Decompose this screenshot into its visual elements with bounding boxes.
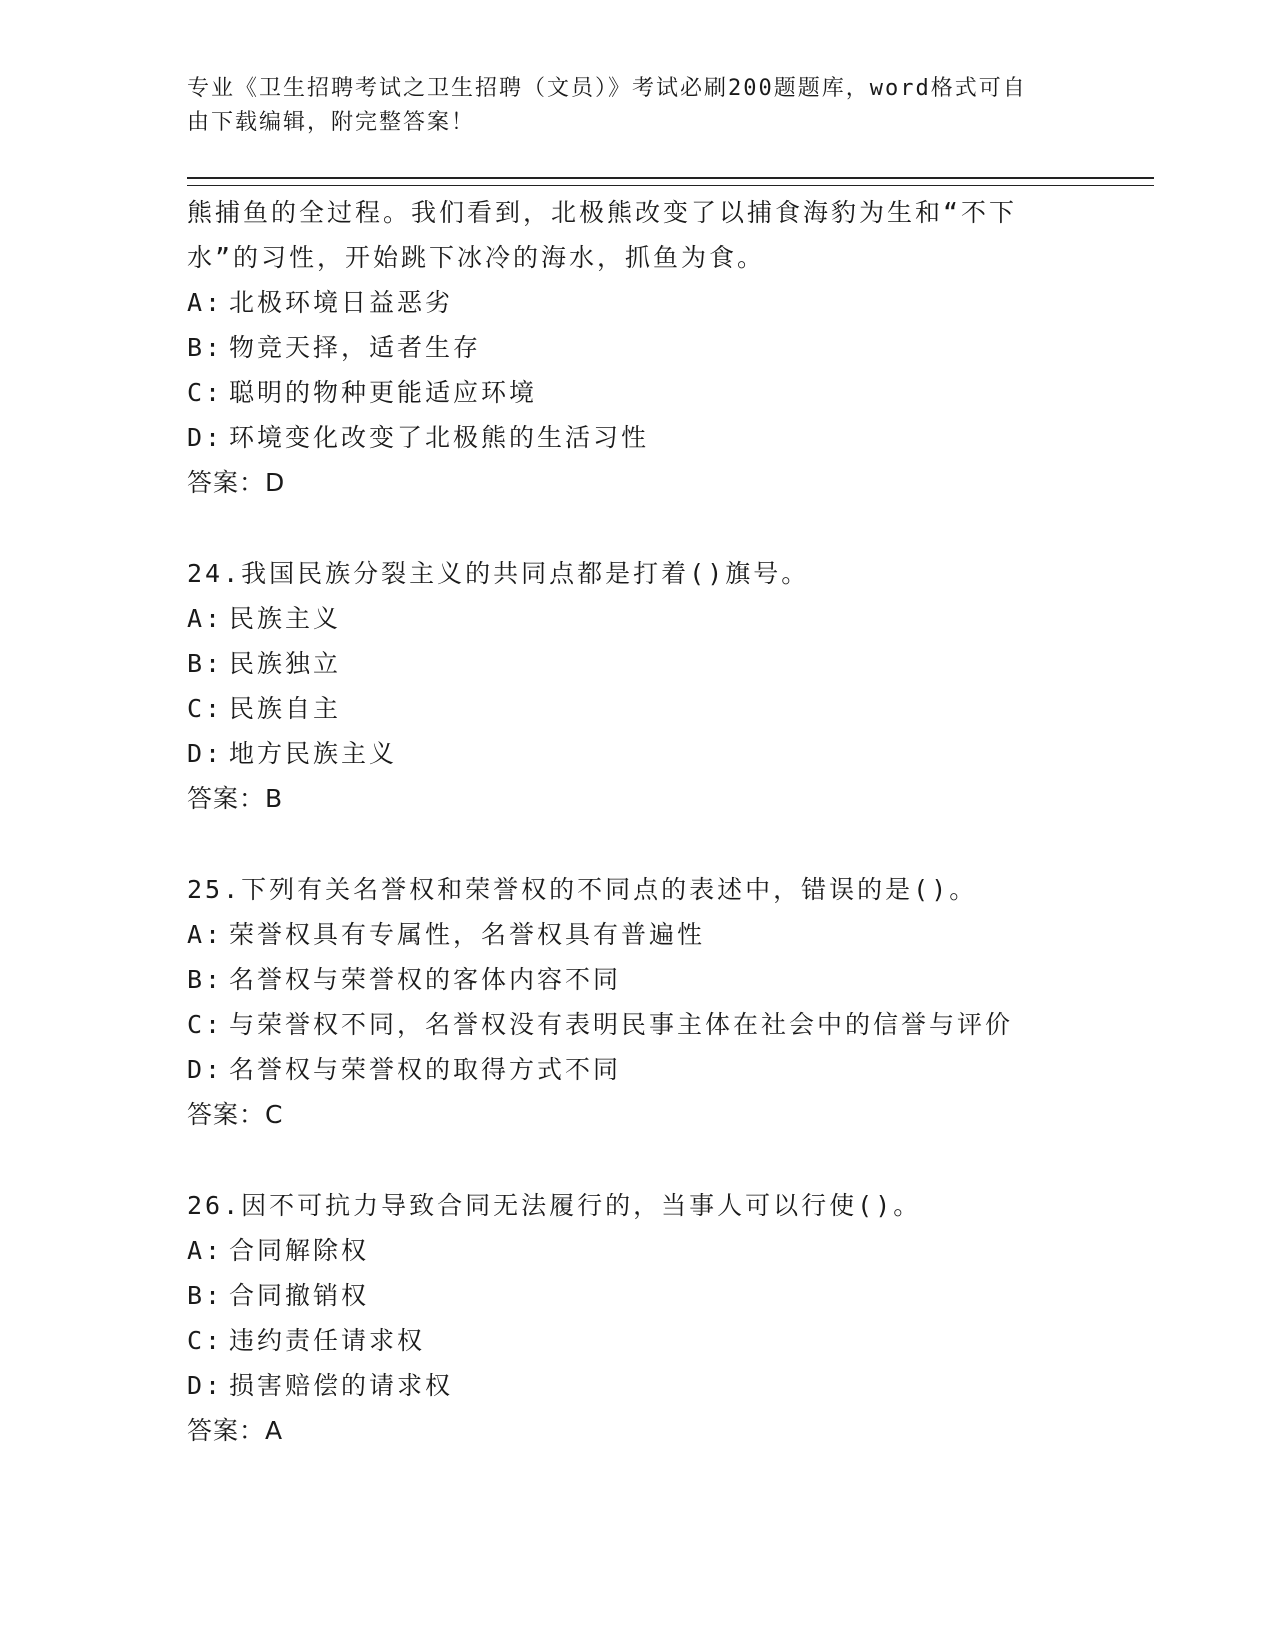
option-a: [187, 912, 1147, 957]
header-line-1: 专业《卫生招聘考试之卫生招聘（文员）》考试必刷200题题库，word格式可自: [187, 76, 1027, 101]
option-b: [187, 957, 1147, 1002]
option-d: [187, 731, 1147, 776]
option-text: 北极环境日益恶劣: [229, 288, 454, 317]
answer-line: 答案：A: [187, 1416, 284, 1445]
option-text: 物竞天择，适者生存: [229, 333, 482, 362]
question-list: [187, 190, 1147, 1453]
option-letter: D:: [187, 739, 224, 768]
question-block-26: [187, 1183, 1147, 1453]
option-a: [187, 280, 1147, 325]
question-block-continued: [187, 190, 1147, 505]
document-header: [187, 72, 1087, 140]
option-text: 与荣誉权不同，名誉权没有表明民事主体在社会中的信誉与评价: [229, 1010, 1014, 1039]
option-letter: B:: [187, 649, 224, 678]
option-c: [187, 370, 1147, 415]
option-text: 地方民族主义: [229, 739, 398, 768]
option-text: 民族独立: [229, 649, 342, 678]
option-d: [187, 1363, 1147, 1408]
option-letter: A:: [187, 1236, 224, 1265]
spacer: [187, 821, 1147, 867]
option-d: [187, 415, 1147, 460]
option-c: [187, 1318, 1147, 1363]
answer-line: 答案：C: [187, 1100, 284, 1129]
option-letter: A:: [187, 920, 224, 949]
option-text: 违约责任请求权: [229, 1326, 426, 1355]
option-letter: C:: [187, 1326, 224, 1355]
header-line-2: 由下载编辑，附完整答案！: [187, 110, 476, 135]
option-letter: C:: [187, 1010, 224, 1039]
question-block-25: [187, 867, 1147, 1137]
option-letter: D:: [187, 1055, 224, 1084]
option-text: 荣誉权具有专属性，名誉权具有普遍性: [229, 920, 706, 949]
option-letter: B:: [187, 1281, 224, 1310]
question-stem-line: 水”的习性，开始跳下冰冷的海水，抓鱼为食。: [187, 243, 766, 272]
option-text: 环境变化改变了北极熊的生活习性: [229, 423, 650, 452]
question-stem: 25.下列有关名誉权和荣誉权的不同点的表述中，错误的是()。: [187, 875, 978, 904]
option-letter: B:: [187, 965, 224, 994]
option-text: 名誉权与荣誉权的客体内容不同: [229, 965, 622, 994]
spacer: [187, 1137, 1147, 1183]
option-a: [187, 596, 1147, 641]
option-b: [187, 1273, 1147, 1318]
option-letter: D:: [187, 423, 224, 452]
option-c: [187, 686, 1147, 731]
option-text: 聪明的物种更能适应环境: [229, 378, 538, 407]
option-b: [187, 325, 1147, 370]
option-a: [187, 1228, 1147, 1273]
option-letter: C:: [187, 694, 224, 723]
option-letter: C:: [187, 378, 224, 407]
question-stem: 26.因不可抗力导致合同无法履行的，当事人可以行使()。: [187, 1191, 922, 1220]
option-text: 合同撤销权: [229, 1281, 370, 1310]
option-d: [187, 1047, 1147, 1092]
header-divider: [187, 177, 1154, 186]
option-text: 民族主义: [229, 604, 342, 633]
spacer: [187, 505, 1147, 551]
question-block-24: [187, 551, 1147, 821]
option-c: [187, 1002, 1147, 1047]
option-text: 损害赔偿的请求权: [229, 1371, 454, 1400]
option-letter: A:: [187, 604, 224, 633]
option-text: 合同解除权: [229, 1236, 370, 1265]
question-stem: 24.我国民族分裂主义的共同点都是打着()旗号。: [187, 559, 810, 588]
option-text: 民族自主: [229, 694, 342, 723]
option-text: 名誉权与荣誉权的取得方式不同: [229, 1055, 622, 1084]
answer-line: 答案：B: [187, 784, 284, 813]
question-stem-line: 熊捕鱼的全过程。我们看到，北极熊改变了以捕食海豹为生和“不下: [187, 198, 1018, 227]
option-letter: D:: [187, 1371, 224, 1400]
option-letter: B:: [187, 333, 224, 362]
option-letter: A:: [187, 288, 224, 317]
option-b: [187, 641, 1147, 686]
answer-line: 答案：D: [187, 468, 286, 497]
